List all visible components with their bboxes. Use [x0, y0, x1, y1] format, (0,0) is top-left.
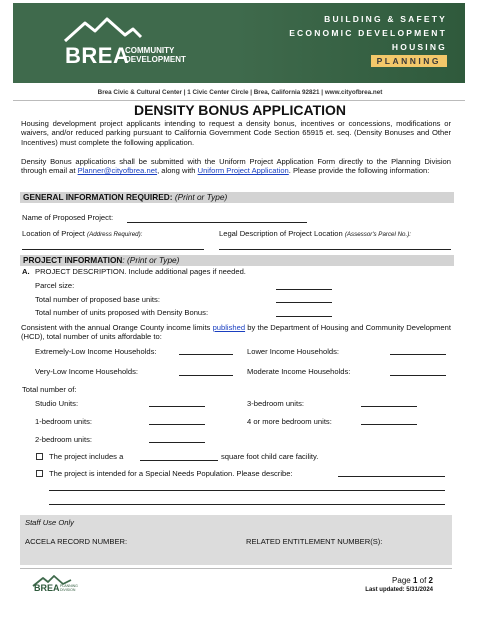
submit-paragraph: Density Bonus applications shall be submitted with the Uniform Project Application Form directly to the Planning Division through email at Planner@cityofbrea.net, along with Uniform Project Application. Please provide the following information:: [21, 157, 451, 176]
studio-label: Studio Units:: [35, 399, 79, 408]
legal-description-field[interactable]: [219, 249, 451, 250]
intro-paragraph: Housing development project applicants intending to request a density bonus, incentives or concessions, modifications or waivers, and/or reduced parking pursuant to California Government Code Section 65915 et. seq. (Density Bonuses and Other Incentives) must complete the following application.: [21, 119, 451, 147]
four-bed-field[interactable]: [361, 424, 417, 425]
mountain-logo-icon: [63, 17, 143, 43]
project-description-label: PROJECT DESCRIPTION. Include additional pages if needed.: [35, 267, 246, 276]
uniform-application-link[interactable]: Uniform Project Application: [197, 166, 289, 176]
lower-income-field[interactable]: [390, 354, 446, 355]
three-bed-field[interactable]: [361, 406, 417, 407]
base-units-field[interactable]: [276, 302, 332, 303]
project-info-heading: PROJECT INFORMATION: (Print or Type): [20, 255, 454, 266]
general-info-heading: GENERAL INFORMATION REQUIRED: (Print or Type): [20, 192, 454, 203]
dept-housing: HOUSING: [391, 42, 447, 52]
base-units-label: Total number of proposed base units:: [35, 295, 160, 304]
four-bed-label: 4 or more bedroom units:: [247, 417, 332, 426]
location-label: Location of Project (Address Required):: [22, 229, 143, 238]
very-low-field[interactable]: [179, 375, 233, 376]
project-name-label: Name of Proposed Project:: [22, 213, 114, 222]
parcel-size-label: Parcel size:: [35, 281, 75, 290]
very-low-label: Very-Low Income Households:: [35, 367, 138, 376]
footer-logo: [32, 574, 78, 593]
divider: [13, 100, 465, 101]
extremely-low-field[interactable]: [179, 354, 233, 355]
staff-use-heading: Staff Use Only: [25, 518, 74, 527]
page-number: Page 1 of 2: [392, 576, 433, 585]
last-updated: Last updated: 5/31/2024: [365, 587, 433, 593]
logo-subtitle: COMMUNITY DEVELOPMENT: [125, 46, 186, 64]
child-care-label-post: square foot child care facility.: [221, 452, 319, 461]
special-needs-label: The project is intended for a Special Needs Population. Please describe:: [49, 469, 293, 478]
studio-field[interactable]: [149, 406, 205, 407]
project-name-field[interactable]: [127, 222, 307, 223]
special-needs-field-1[interactable]: [338, 476, 445, 477]
special-needs-field-3[interactable]: [49, 504, 445, 505]
one-bed-label: 1-bedroom units:: [35, 417, 92, 426]
footer-logo-brea: BREA: [34, 583, 60, 593]
footer-logo-sub: PLANNING DIVISION: [60, 584, 78, 592]
lower-income-label: Lower Income Households:: [247, 347, 340, 356]
location-field[interactable]: [22, 249, 204, 250]
accela-record-label: ACCELA RECORD NUMBER:: [25, 537, 128, 546]
parcel-size-field[interactable]: [276, 289, 332, 290]
address-line: Brea Civic & Cultural Center | 1 Civic Center Circle | Brea, California 92821 | www.cityofbrea.net: [97, 89, 383, 96]
bonus-units-label: Total number of units proposed with Density Bonus:: [35, 308, 209, 317]
planner-email-link[interactable]: Planner@cityofbrea.net: [77, 166, 158, 176]
dept-economic: ECONOMIC DEVELOPMENT: [289, 28, 447, 38]
page-title: DENSITY BONUS APPLICATION: [133, 102, 347, 118]
dept-building: BUILDING & SAFETY: [324, 14, 447, 24]
three-bed-label: 3-bedroom units:: [247, 399, 304, 408]
two-bed-field[interactable]: [149, 442, 205, 443]
moderate-income-field[interactable]: [390, 375, 446, 376]
special-needs-checkbox[interactable]: [36, 470, 43, 477]
related-entitlement-label: RELATED ENTITLEMENT NUMBER(S):: [246, 537, 383, 546]
item-a-letter: A.: [22, 267, 30, 276]
extremely-low-label: Extremely-Low Income Households:: [35, 347, 157, 356]
special-needs-field-2[interactable]: [49, 490, 445, 491]
published-link[interactable]: published: [212, 323, 246, 332]
income-paragraph: Consistent with the annual Orange County income limits published by the Department of Housing and Community Development (HCD), total number of units affordable to:: [21, 323, 451, 342]
two-bed-label: 2-bedroom units:: [35, 435, 92, 444]
planning-badge: PLANNING: [371, 55, 447, 67]
child-care-label-pre: The project includes a: [49, 452, 124, 461]
logo-brea: BREA: [65, 43, 130, 68]
total-number-label: Total number of:: [22, 385, 77, 394]
legal-description-label: Legal Description of Project Location (Assessor's Parcel No.):: [219, 229, 411, 238]
child-care-checkbox[interactable]: [36, 453, 43, 460]
footer-divider: [20, 568, 452, 569]
bonus-units-field[interactable]: [276, 316, 332, 317]
header-banner: [13, 3, 465, 83]
staff-use-box: [20, 515, 452, 565]
moderate-income-label: Moderate Income Households:: [247, 367, 351, 376]
one-bed-field[interactable]: [149, 424, 205, 425]
child-care-size-field[interactable]: [140, 460, 218, 461]
